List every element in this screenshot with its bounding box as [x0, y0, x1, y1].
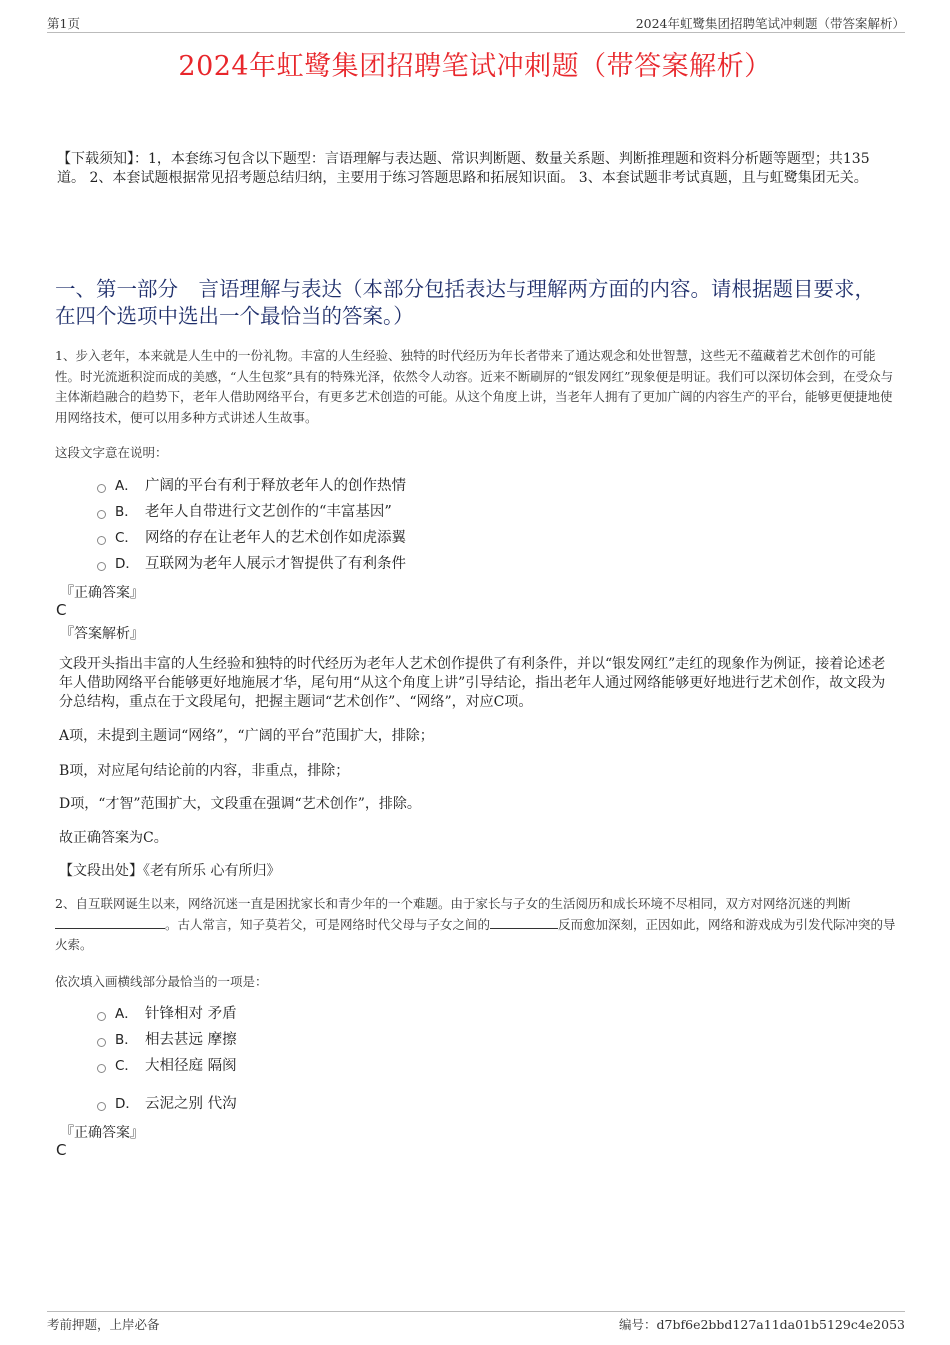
- q2-option-a[interactable]: A． 针锋相对 矛盾: [97, 1004, 237, 1024]
- q1-analysis-line-d: D项，“才智”范围扩大，文段重在强调“艺术创作”，排除。: [59, 796, 421, 812]
- q2-option-d[interactable]: D． 云泥之别 代沟: [97, 1094, 237, 1114]
- question-2-prompt: 依次填入画横线部分最恰当的一项是：: [55, 974, 268, 989]
- radio-icon[interactable]: [97, 1012, 106, 1021]
- radio-icon[interactable]: [97, 1064, 106, 1073]
- page-number: 第1页: [47, 16, 80, 31]
- q2-answer: C: [56, 1141, 67, 1159]
- radio-icon[interactable]: [97, 1038, 106, 1047]
- q2-option-b[interactable]: B． 相去甚远 摩擦: [97, 1030, 237, 1050]
- header-doc-title: 2024年虹鹭集团招聘笔试冲刺题（带答案解析）: [635, 16, 905, 31]
- page-footer: [47, 1311, 905, 1332]
- page-header: [47, 14, 905, 33]
- q1-source: 【文段出处】《老有所乐 心有所归》: [59, 863, 281, 879]
- q1-analysis-line-b: B项，对应尾句结论前的内容，非重点，排除；: [59, 763, 350, 779]
- q1-option-c[interactable]: C． 网络的存在让老年人的艺术创作如虎添翼: [97, 528, 406, 548]
- q1-analysis: 文段开头指出丰富的人生经验和独特的时代经历为老年人艺术创作提供了有利条件，并以“银发网红”走红的现象作为例证，接着论述老年人借助网络平台能够更好地施展才华，尾句用“从这个角度上讲”引导结论，指出老年人通过网络能够更好地进行艺术创作，故文段为分总结构，重点在于文段尾句，把握主题词“艺术创作”、“网络”，对应C项。: [59, 656, 886, 710]
- q2-option-c[interactable]: C． 大相径庭 隔阂: [97, 1056, 237, 1076]
- section-heading: 一、第一部分 言语理解与表达（本部分包括表达与理解两方面的内容。请根据题目要求，在四个选项中选出一个最恰当的答案。）: [55, 277, 875, 328]
- q1-answer-label: 『正确答案』: [60, 585, 144, 601]
- q1-analysis-line-a: A项，未提到主题词“网络”，“广阔的平台”范围扩大，排除；: [59, 728, 434, 744]
- question-1-prompt: 这段文字意在说明：: [55, 445, 168, 460]
- download-notice: 【下载须知】：1，本套练习包含以下题型：言语理解与表达题、常识判断题、数量关系题、判断推理题和资料分析题等题型；共135道。 2、本套试题根据常见招考题总结归纳，主要用于练习答题思路和拓展知识面。 3、本套试题非考试真题，且与虹鹭集团无关。: [57, 151, 870, 186]
- footer-doc-id: 编号：d7bf6e2bbd127a11da01b5129c4e2053: [619, 1317, 905, 1332]
- radio-icon[interactable]: [97, 562, 106, 571]
- q1-analysis-label: 『答案解析』: [60, 626, 144, 642]
- q1-option-b[interactable]: B． 老年人自带进行文艺创作的“丰富基因”: [97, 502, 392, 522]
- radio-icon[interactable]: [97, 1102, 106, 1111]
- blank-2[interactable]: [490, 916, 558, 929]
- question-1-text: 1、步入老年，本来就是人生中的一份礼物。丰富的人生经验、独特的时代经历为年长者带来了通达观念和处世智慧，这些无不蕴藏着艺术创作的可能性。时光流逝积淀而成的美感，“人生包浆”具有的特殊光泽，依然令人动容。近来不断刷屏的“银发网红”现象便是明证。我们可以深切体会到，在受众与主体渐趋融合的趋势下，老年人借助网络平台，有更多艺术创造的可能。从这个角度上讲，当老年人拥有了更加广阔的内容生产的平台，能够更便捷地使用网络技术，便可以用多种方式讲述人生故事。: [55, 348, 894, 425]
- page-title: 2024年虹鹭集团招聘笔试冲刺题（带答案解析）: [178, 51, 772, 82]
- q1-conclusion: 故正确答案为C。: [59, 830, 168, 846]
- q1-answer: C: [56, 601, 67, 619]
- q2-answer-label: 『正确答案』: [60, 1125, 144, 1141]
- radio-icon[interactable]: [97, 510, 106, 519]
- radio-icon[interactable]: [97, 484, 106, 493]
- q1-option-a[interactable]: A． 广阔的平台有利于释放老年人的创作热情: [97, 476, 406, 496]
- footer-slogan: 考前押题，上岸必备: [47, 1317, 160, 1332]
- question-2-text: 2、自互联网诞生以来，网络沉迷一直是困扰家长和青少年的一个难题。由于家长与子女的生活阅历和成长环境不尽相同，双方对网络沉迷的判断。古人常言，知子莫若父，可是网络时代父母与子女之间的 反而愈加深刻，正因如此，网络和游戏成为引发代际冲突的导火索。: [55, 896, 896, 952]
- blank-1[interactable]: [55, 916, 165, 929]
- q1-option-d[interactable]: D． 互联网为老年人展示才智提供了有利条件: [97, 554, 406, 574]
- radio-icon[interactable]: [97, 536, 106, 545]
